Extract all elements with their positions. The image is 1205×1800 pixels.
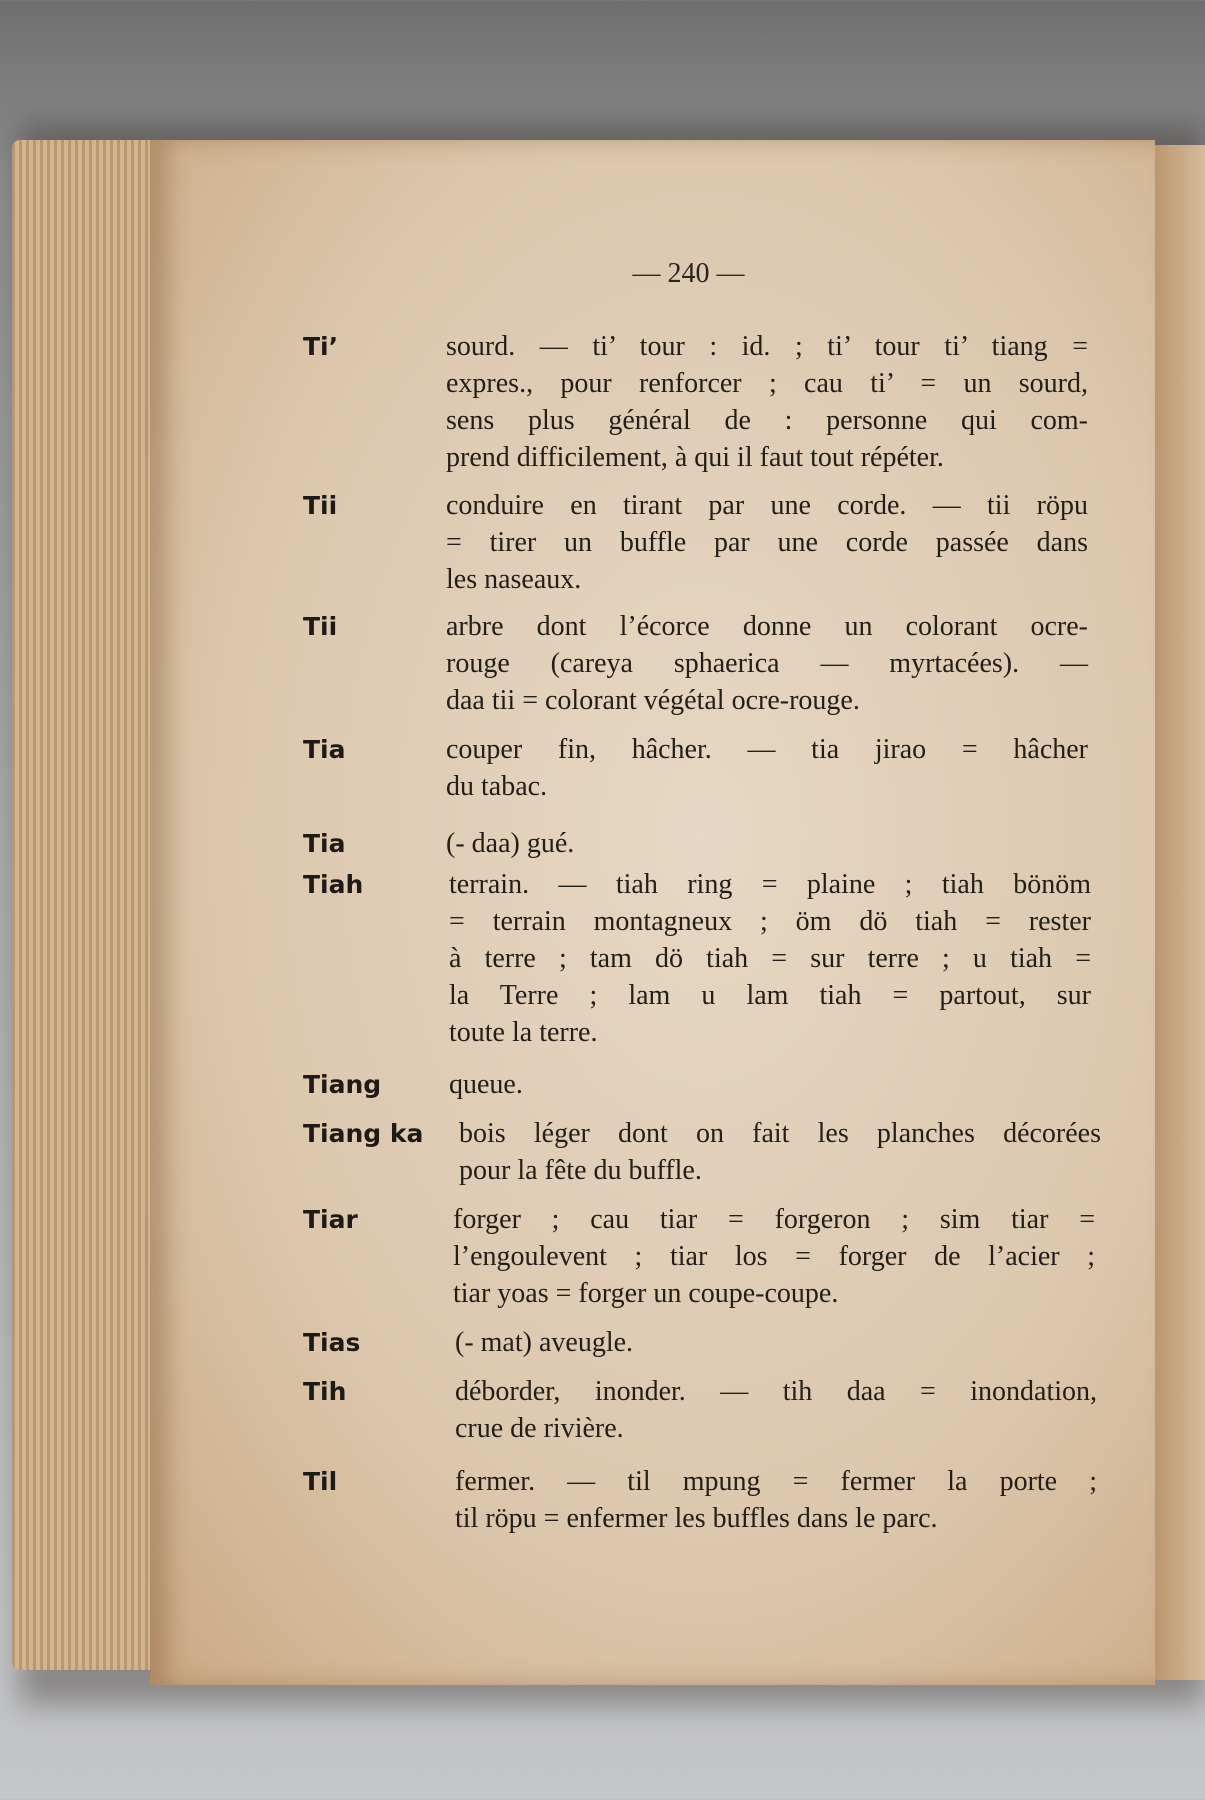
definition-line: queue. — [449, 1069, 523, 1100]
definition — [446, 825, 1088, 862]
definition-line: sens plus général de : personne qui com- — [446, 405, 1088, 436]
definition-line: pour la fête du buffle. — [459, 1155, 702, 1186]
definition — [449, 1066, 1091, 1103]
definition — [446, 487, 1088, 598]
definition-line: (- mat) aveugle. — [455, 1327, 634, 1358]
definition-line: = terrain montagneux ; öm dö tiah = rester — [449, 906, 1091, 937]
definition — [455, 1463, 1097, 1537]
definition-line: forger ; cau tiar = forgeron ; sim tiar = — [453, 1204, 1095, 1235]
definition-line: rouge (careya sphaerica — myrtacées). — — [446, 648, 1088, 679]
definition — [449, 866, 1091, 1051]
facing-page — [1150, 145, 1205, 1680]
definition — [455, 1324, 1097, 1361]
headword: Tiang — [303, 1070, 382, 1099]
definition — [453, 1201, 1095, 1312]
definition-line: terrain. — tiah ring = plaine ; tiah bönöm — [449, 869, 1091, 900]
headword: Tia — [303, 735, 346, 764]
definition-line: couper fin, hâcher. — tia jirao = hâcher — [446, 734, 1088, 765]
headword: Tii — [303, 491, 338, 520]
definition-line: expres., pour renforcer ; cau ti’ = un sourd, — [446, 368, 1088, 399]
headword: Ti’ — [303, 332, 339, 361]
definition — [446, 608, 1088, 719]
definition-line: arbre dont l’écorce donne un colorant ocre- — [446, 611, 1088, 642]
headword: Tih — [303, 1377, 347, 1406]
definition-line: crue de rivière. — [455, 1413, 624, 1444]
definition-line: fermer. — til mpung = fermer la porte ; — [455, 1466, 1097, 1497]
definition-line: = tirer un buffle par une corde passée dans — [446, 527, 1088, 558]
definition-line: du tabac. — [446, 771, 548, 802]
definition-line: til röpu = enfermer les buffles dans le parc. — [455, 1503, 938, 1534]
headword: Tias — [303, 1328, 361, 1357]
definition-line: bois léger dont on fait les planches décorées — [459, 1118, 1101, 1149]
page-number: — 240 — — [632, 258, 745, 289]
definition-line: tiar yoas = forger un coupe-coupe. — [453, 1278, 839, 1309]
headword: Tiang ka — [303, 1119, 424, 1148]
definition-line: à terre ; tam dö tiah = sur terre ; u tiah = — [449, 943, 1091, 974]
definition — [459, 1115, 1101, 1189]
definition-line: prend difficilement, à qui il faut tout répéter. — [446, 442, 944, 473]
definition-line: les naseaux. — [446, 564, 582, 595]
headword: Tia — [303, 829, 346, 858]
headword: Til — [303, 1467, 338, 1496]
definition-line: conduire en tirant par une corde. — tii röpu — [446, 490, 1088, 521]
headword: Tiah — [303, 870, 364, 899]
definition — [446, 328, 1088, 476]
definition-line: daa tii = colorant végétal ocre-rouge. — [446, 685, 860, 716]
definition — [455, 1373, 1097, 1447]
definition-line: l’engoulevent ; tiar los = forger de l’acier ; — [453, 1241, 1095, 1272]
definition-line: (- daa) gué. — [446, 828, 575, 859]
definition — [446, 731, 1088, 805]
definition-line: déborder, inonder. — tih daa = inondation, — [455, 1376, 1097, 1407]
headword: Tii — [303, 612, 338, 641]
headword: Tiar — [303, 1205, 358, 1234]
definition-line: toute la terre. — [449, 1017, 598, 1048]
definition-line: sourd. — ti’ tour : id. ; ti’ tour ti’ tiang = — [446, 331, 1088, 362]
definition-line: la Terre ; lam u lam tiah = partout, sur — [449, 980, 1091, 1011]
